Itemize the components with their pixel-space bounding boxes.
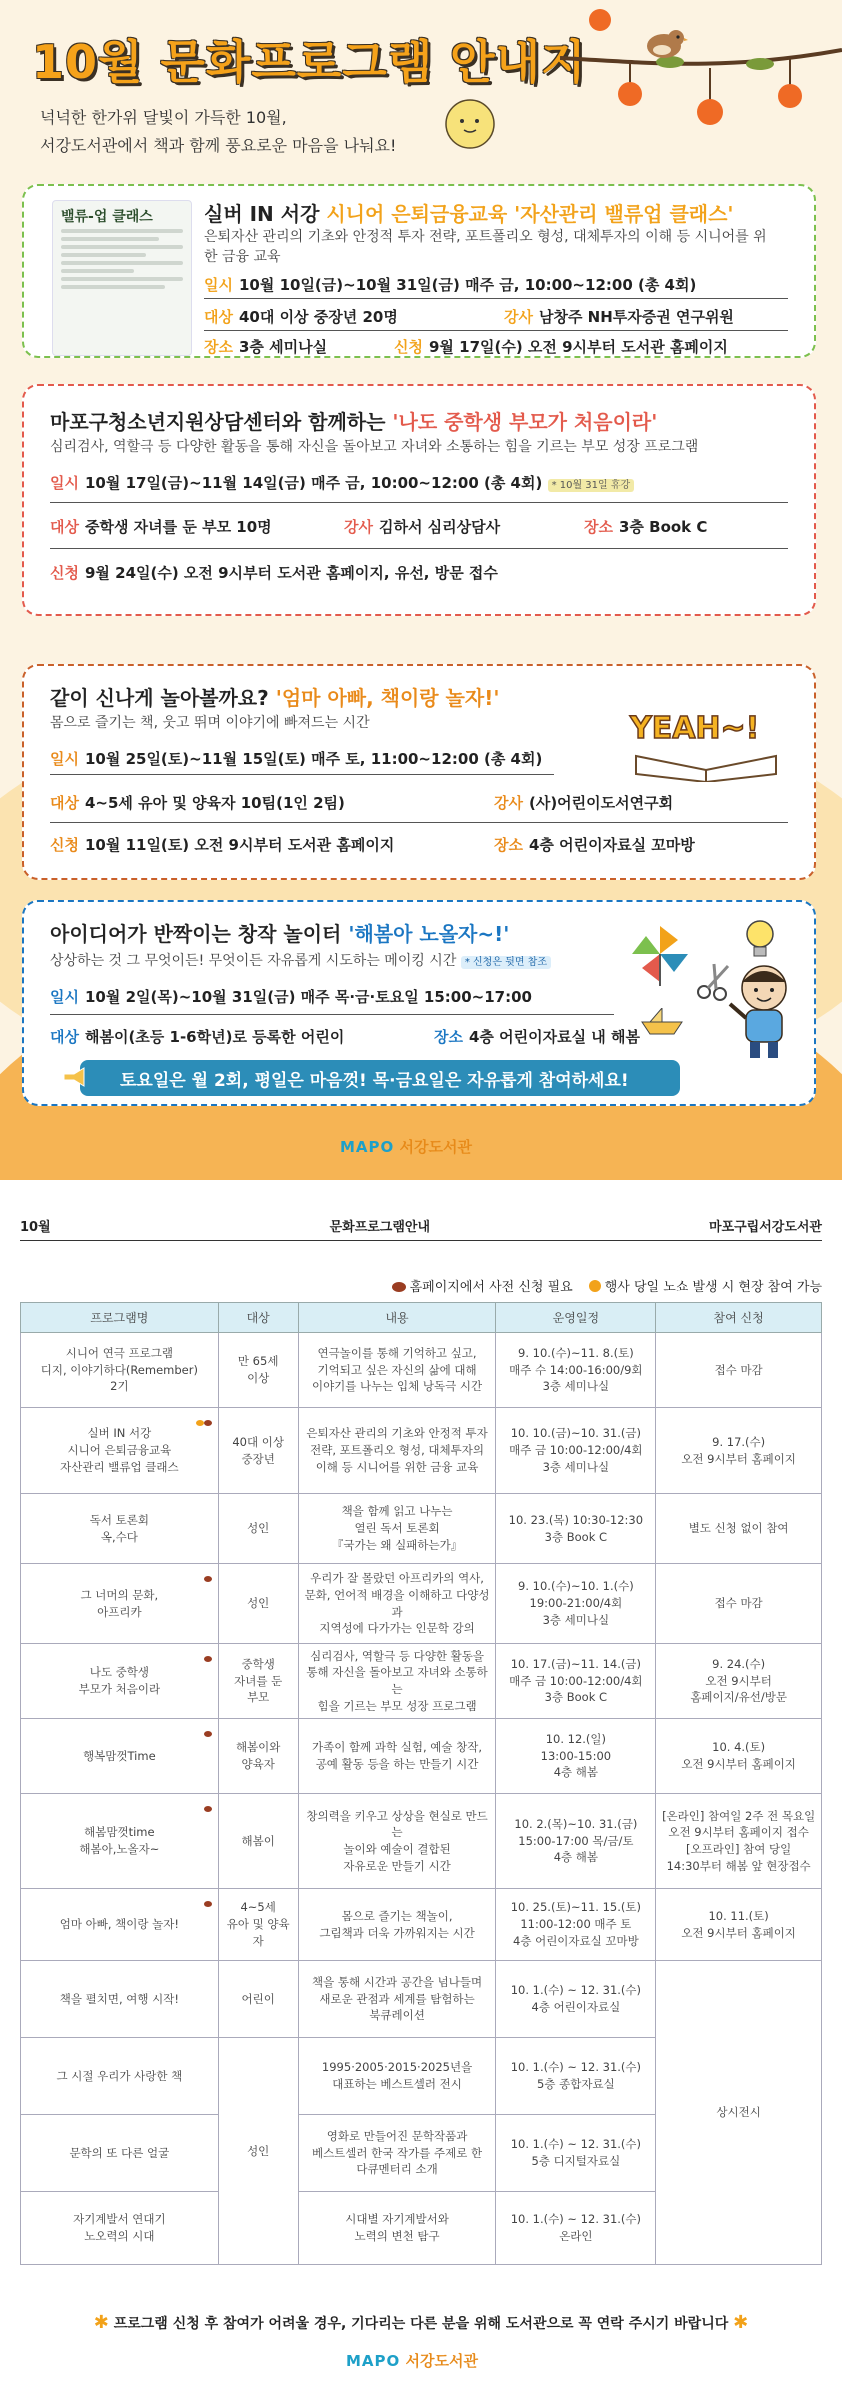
col-header-content: 내용	[298, 1303, 496, 1333]
sheet-title: 문화프로그램안내	[329, 1220, 431, 1235]
table-row: 문학의 또 다른 얼굴 영화로 만들어진 문학작품과 베스트셀러 한국 작가를 주제로 한 다큐멘터리 소개 10. 1.(수) ~ 12. 31.(수) 5층 디지털자료실	[21, 2115, 822, 2192]
card4-place: 장소 4층 어린이자료실 내 해봄	[434, 1028, 640, 1046]
card1-title: 실버 IN 서강 시니어 은퇴금융교육 '자산관리 밸류업 클래스'	[204, 202, 734, 226]
legend	[392, 1276, 822, 1295]
card2-target: 대상 중학생 자녀를 둔 부모 10명	[50, 518, 272, 536]
table-row: 그 너머의 문화, 아프리카 성인 우리가 잘 몰랐던 아프리카의 역사, 문화, 언어적 배경을 이해하고 다양성과 지역성에 다가가는 인문학 강의 9. 10.(수)~10. 1.(수) 19:00-21:00/4회 3층 세미나실 접수 마감	[21, 1564, 822, 1644]
card2-place: 장소 3층 Book C	[584, 518, 708, 536]
card1-place: 장소 3층 세미나실	[204, 338, 328, 356]
card2-date: 일시 10월 17일(금)~11월 14일(금) 매주 금, 10:00~12:00 (총 4회) * 10월 31일 휴강	[50, 472, 788, 493]
card2-lecturer: 강사 김하서 심리상담사	[344, 518, 501, 536]
card1-apply: 신청 9월 17일(수) 오전 9시부터 도서관 홈페이지	[394, 338, 728, 356]
preregister-icon	[392, 1282, 406, 1292]
program-sheet	[0, 1180, 842, 2382]
card1-date: 일시 10월 10일(금)~10월 31일(금) 매주 금, 10:00~12:00 (총 4회)	[204, 276, 697, 294]
card2-description: 심리검사, 역할극 등 다양한 활동을 통해 자신을 돌아보고 자녀와 소통하는 힘을 기르는 부모 성장 프로그램	[50, 439, 699, 455]
program-table	[20, 1302, 822, 2265]
table-row: 시니어 연극 프로그램 디지, 이야기하다(Remember) 2기 만 65세 이상 연극놀이를 통해 기억하고 싶고, 기억되고 싶은 자신의 삶에 대해 이야기를 나누는 입체 낭독극 시간 9. 10.(수)~11. 8.(토) 매주 수 14:00-16:00/9회 3층 세미나실 접수 마감	[21, 1333, 822, 1408]
table-row: 행복맘껏Time 해봄이와 양육자 가족이 함께 과학 실험, 예술 창작, 공예 활동 등을 하는 만들기 시간 10. 12.(일) 13:00-15:00 4층 해봄 10. 4.(토) 오전 9시부터 홈페이지	[21, 1719, 822, 1794]
col-header-program: 프로그램명	[21, 1303, 219, 1333]
card1-description: 은퇴자산 관리의 기초와 안정적 투자 전략, 포트폴리오 형성, 대체투자의 이해 등 시니어를 위한 금융 교육	[204, 229, 767, 265]
row-tag-icons	[196, 1414, 212, 1431]
legend-preregister: 홈페이지에서 사전 신청 필요	[392, 1276, 573, 1295]
card3-date: 일시 10월 25일(토)~11월 15일(토) 매주 토, 11:00~12:00 (총 4회)	[50, 750, 543, 768]
footnote: ✱ 프로그램 신청 후 참여가 어려울 경우, 기다리는 다른 분을 위해 도서관으로 꼭 연락 주시기 바랍니다 ✱	[93, 2312, 749, 2333]
onsite-icon	[589, 1280, 601, 1292]
lightbulb-icon	[740, 916, 780, 964]
card4-date: 일시 10월 2일(목)~10월 31일(금) 매주 목·금·토요일 15:00~17:00	[50, 988, 532, 1006]
library-logo: MAPO 서강도서관	[340, 1138, 472, 1156]
poster	[0, 0, 842, 1180]
program-card-parent	[22, 384, 816, 616]
table-header-row	[21, 1303, 822, 1333]
class-poster-thumbnail: 밸류-업 클래스	[52, 200, 192, 356]
card1-target: 대상 40대 이상 중장년 20명	[204, 308, 398, 326]
poster-title: 10월 문화프로그램 안내지	[32, 35, 587, 89]
table-row: 해봄맘껏time 해봄아,노올자~ 해봄이 창의력을 키우고 상상을 현실로 만드는 놀이와 예술이 결합된 자유로운 만들기 시간 10. 2.(목)~10. 31.(금) 15:00-17:00 목/금/토 4층 해봄 [온라인] 참여일 2주 전 목요일 오전 9시부터 홈페이지 접수 [오프라인] 참여 당일 14:30부터 해봄 앞 현장접수	[21, 1794, 822, 1889]
card3-target: 대상 4~5세 유아 및 양육자 10팀(1인 2팀)	[50, 794, 345, 812]
row-tag-icons	[204, 1895, 212, 1912]
program-card-maker	[22, 900, 816, 1106]
intro-line-1: 넉넉한 한가위 달빛이 가득한 10월,	[40, 108, 287, 127]
star-icon: ✱	[733, 2312, 749, 2333]
saturday-banner: 토요일은 월 2회, 평일은 마음껏! 목·금요일은 자유롭게 참여하세요!	[80, 1060, 680, 1096]
card1-lecturer: 강사 남창주 NH투자증권 연구위원	[504, 308, 734, 326]
row-tag-icons	[204, 1650, 212, 1667]
sheet-org: 마포구립서강도서관	[708, 1220, 822, 1235]
card4-description: 상상하는 것 그 무엇이든! 무엇이든 자유롭게 시도하는 메이킹 시간 * 신청은 뒷면 참조	[50, 952, 788, 972]
megaphone-icon	[60, 1062, 90, 1092]
table-row: 실버 IN 서강 시니어 은퇴금융교육 자산관리 밸류업 클래스 40대 이상 중장년 은퇴자산 관리의 기초와 안정적 투자 전략, 포트폴리오 형성, 대체투자의 이해 등 시니어를 위한 금융 교육 10. 10.(금)~10. 31.(금) 매주 금 10:00-12:00/4회 3층 세미나실 9. 17.(수) 오전 9시부터 홈페이지	[21, 1408, 822, 1494]
col-header-apply: 참여 신청	[656, 1303, 822, 1333]
row-tag-icons	[204, 1570, 212, 1587]
star-icon: ✱	[93, 2312, 109, 2333]
svg-text:YEAH~!: YEAH~!	[630, 711, 760, 746]
bird-icon	[640, 26, 688, 62]
sheet-header	[20, 1216, 822, 1235]
sheet-month: 10월	[20, 1220, 51, 1235]
card4-title: 아이디어가 반짝이는 창작 놀이터 '해봄아 노올자~!'	[50, 922, 510, 946]
program-card-silver	[22, 184, 816, 358]
card2-apply: 신청 9월 24일(수) 오전 9시부터 도서관 홈페이지, 유선, 방문 접수	[50, 564, 498, 582]
card3-apply: 신청 10월 11일(토) 오전 9시부터 도서관 홈페이지	[50, 836, 395, 854]
kid-mascot-icon	[724, 960, 804, 1064]
row-tag-icons	[204, 1725, 212, 1742]
persimmon-branch-icon	[560, 0, 842, 130]
paper-boat-icon	[640, 1008, 684, 1038]
card2-title: 마포구청소년지원상담센터와 함께하는 '나도 중학생 부모가 처음이라'	[50, 410, 658, 434]
table-row: 독서 토론회 옥,수다 성인 책을 함께 읽고 나누는 열린 독서 토론회 『국가는 왜 실패하는가』 10. 23.(목) 10:30-12:30 3층 Book C 별도 신청 없이 참여	[21, 1494, 822, 1564]
intro-line-2: 서강도서관에서 책과 함께 풍요로운 마음을 나눠요!	[40, 136, 397, 155]
col-header-schedule: 운영일정	[496, 1303, 656, 1333]
card3-place: 장소 4층 어린이자료실 꼬마방	[494, 836, 695, 854]
card4-target: 대상 해봄이(초등 1-6학년)로 등록한 어린이	[50, 1028, 345, 1046]
moon-face-icon	[442, 96, 498, 152]
table-row: 책을 펼치면, 여행 시작! 어린이 책을 통해 시간과 공간을 넘나들며 새로운 관점과 세계를 탐험하는 북큐레이션 10. 1.(수) ~ 12. 31.(수) 4층 어린이자료실 상시전시	[21, 1961, 822, 2038]
card3-title: 같이 신나게 놀아볼까요? '엄마 아빠, 책이랑 놀자!'	[50, 686, 500, 710]
table-row: 자기계발서 연대기 노오력의 시대 시대별 자기계발서와 노력의 변천 탐구 10. 1.(수) ~ 12. 31.(수) 온라인	[21, 2192, 822, 2265]
poster-intro	[40, 104, 396, 160]
card3-description: 몸으로 즐기는 책, 웃고 뛰며 이야기에 빠져드는 시간	[50, 715, 370, 731]
library-logo-bottom: MAPO 서강도서관	[346, 2352, 478, 2370]
book-yeah-icon	[616, 686, 796, 782]
card3-lecturer: 강사 (사)어린이도서연구회	[494, 794, 674, 812]
pinwheel-icon	[628, 922, 692, 986]
row-tag-icons	[204, 1800, 212, 1817]
table-row: 나도 중학생 부모가 처음이라 중학생 자녀를 둔 부모 심리검사, 역할극 등 다양한 활동을 통해 자신을 돌아보고 자녀와 소통하는 힘을 기르는 부모 성장 프로그램 10. 17.(금)~11. 14.(금) 매주 금 10:00-12:00/4회 3층 Book C 9. 24.(수) 오전 9시부터 홈페이지/유선/방문	[21, 1644, 822, 1719]
table-row: 그 시절 우리가 사랑한 책 성인 1995·2005·2015·2025년을 대표하는 베스트셀러 전시 10. 1.(수) ~ 12. 31.(수) 5층 종합자료실	[21, 2038, 822, 2115]
table-row: 엄마 아빠, 책이랑 놀자! 4~5세 유아 및 양육자 몸으로 즐기는 책놀이, 그림책과 더욱 가까워지는 시간 10. 25.(토)~11. 15.(토) 11:00-12:00 매주 토 4층 어린이자료실 꼬마방 10. 11.(토) 오전 9시부터 홈페이지	[21, 1889, 822, 1961]
col-header-target: 대상	[218, 1303, 298, 1333]
program-card-picturebook	[22, 664, 816, 880]
legend-onsite: 행사 당일 노쇼 발생 시 현장 참여 가능	[589, 1276, 822, 1295]
